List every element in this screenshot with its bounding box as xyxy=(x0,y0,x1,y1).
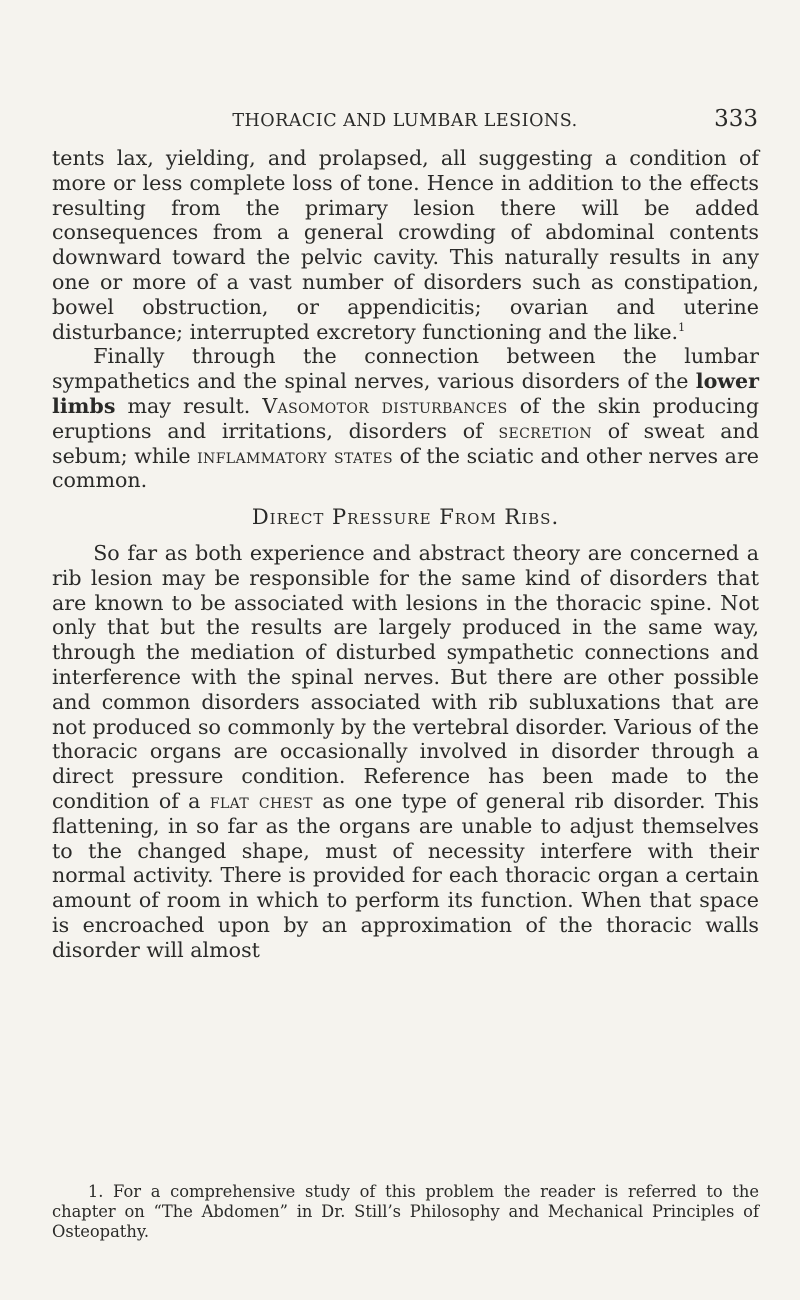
paragraph-1 xyxy=(52,146,759,344)
section-heading: Direct Pressure From Ribs. xyxy=(251,505,560,530)
footnote-marker: 1 xyxy=(678,320,686,334)
paragraph-3 xyxy=(52,541,759,963)
running-header xyxy=(52,104,758,134)
page-number: 333 xyxy=(714,106,758,132)
body-text xyxy=(52,146,759,963)
term-vasomotor-disturbances: Vasomotor disturbances xyxy=(262,393,508,418)
paragraph-3-text-b: as one type of general rib disorder. This flattening, in so far as the organs are unable to adjust themselves to the changed shape, must of necessity interfere with their normal activity. There is provided for each thoracic organ a certain amount of room in which to perform its function. When that space is encroached upon by an approximation of the thoracic walls disorder will almost xyxy=(52,788,760,962)
term-inflammatory-states: inflammatory states xyxy=(197,443,394,468)
term-lower-limbs: lower limbs xyxy=(52,369,759,418)
term-flat-chest: flat chest xyxy=(209,788,313,813)
paragraph-1-text: tents lax, yielding, and prolapsed, all suggesting a condition of more or less complete loss of tone. Hence in addition to the effects resulting from the primary lesion there will be added consequences from a general crowding of abdominal contents downward toward the pelvic cavity. This naturally results in any one or more of a vast number of disorders such as constipation, bowel obstruction, or appendicitis; ovarian and uterine disturbance; interrupted excretory functioning and the like. xyxy=(52,146,759,344)
term-secretion: secretion xyxy=(498,418,593,443)
paragraph-3-text-a: So far as both experience and abstract theory are concerned a rib lesion may be responsible for the same kind of disorders that are known to be associated with lesions in the thoracic spine. Not only that but the results are largely produced in the same way, through the mediation of disturbed sympathetic connections and interference with the spinal nerves. But there are other possible and common disorders associated with rib subluxations that are not produced so commonly by the vertebral disorder. Various of the thoracic organs are occasionally involved in disorder through a direct pressure condition. Reference has been made to the condition of a xyxy=(52,540,759,813)
paragraph-2 xyxy=(52,344,759,493)
paragraph-2-text-a: Finally through the connection between the lumbar sympathetics and the spinal nerves, various disorders of the xyxy=(52,344,759,394)
paragraph-2-text-e: of the sciatic and other nerves are common. xyxy=(52,443,759,493)
paragraph-2-text-b: may result. xyxy=(127,393,251,418)
footnote: 1. For a comprehensive study of this problem the reader is referred to the chapter on “The Abdomen” in Dr. Still’s Philosophy and Mechanical Principles of Osteopathy. xyxy=(52,1182,759,1241)
paragraph-2-text-d: of sweat and sebum; while xyxy=(52,418,759,468)
paragraph-2-text-c: of the skin producing eruptions and irritations, disorders of xyxy=(52,393,760,443)
running-title: THORACIC AND LUMBAR LESIONS. xyxy=(232,111,578,131)
